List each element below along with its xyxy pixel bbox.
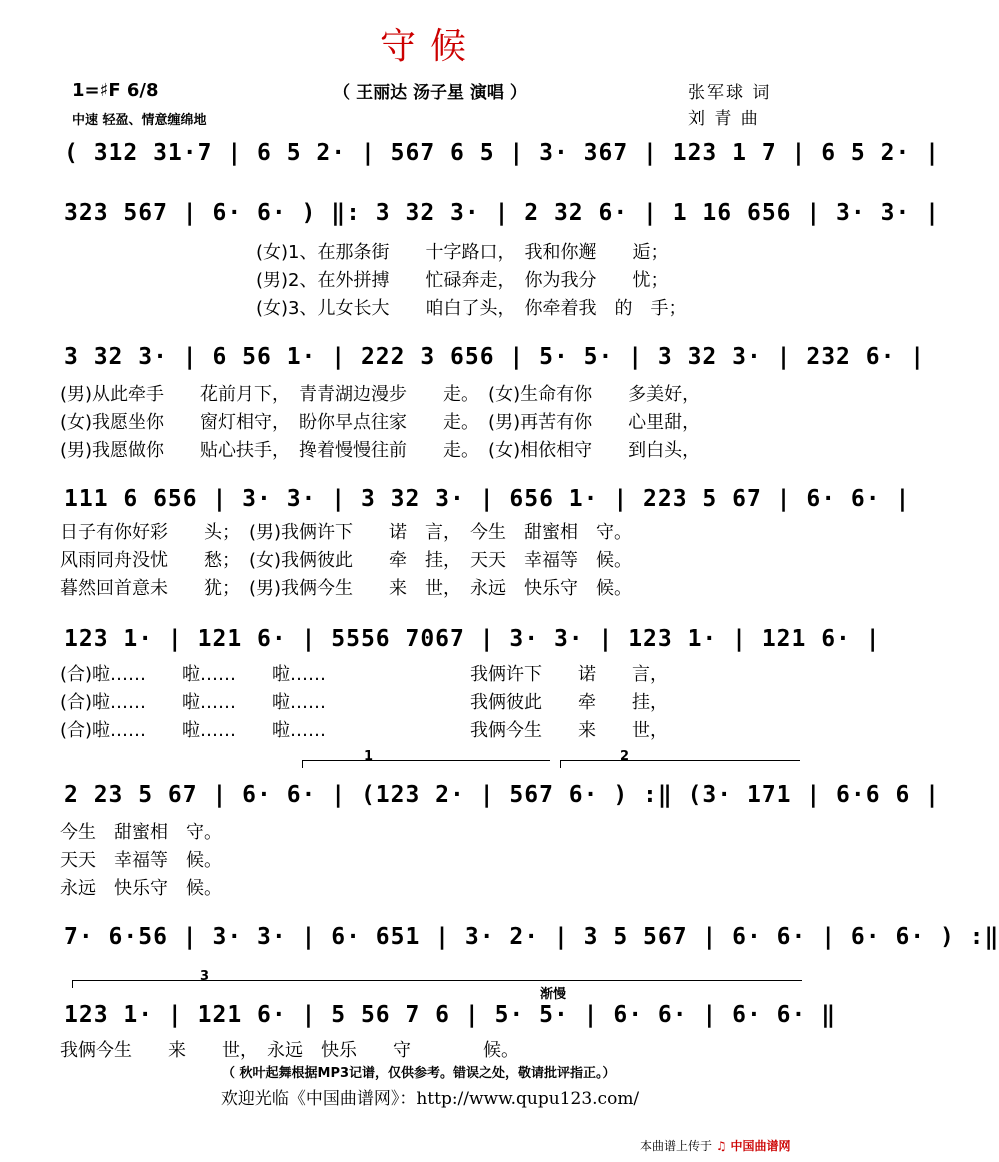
upload-credit — [640, 1137, 790, 1154]
lyric-verse-1: 日子有你好彩 头； (男)我俩许下 诺 言， 今生 甜蜜相 守。 — [60, 522, 633, 543]
song-title: 守候 — [379, 26, 480, 67]
site-footer: 欢迎光临《中国曲谱网》：http://www.qupu123.com/ — [220, 1089, 640, 1109]
volta-1-label: 1 — [364, 749, 374, 764]
volta-2-bracket — [560, 760, 800, 761]
volta-1-tick — [302, 760, 303, 768]
lyric-verse-1: (男)从此牵手 花前月下， 青青湖边漫步 走。 (女)生命有你 多美好， — [60, 384, 701, 405]
lyric-verse-3: 永远 快乐守 候。 — [60, 878, 222, 899]
volta-3-bracket — [72, 980, 802, 981]
notation-system-3: 3 32 3· | 6 56 1· | 222 3 656 | 5· 5· | 3 32 3· | 232 6· | — [64, 344, 926, 370]
volta-3-label: 3 — [200, 969, 210, 984]
lyric-verse-2: 天天 幸福等 候。 — [60, 850, 222, 871]
volta-2-label: 2 — [620, 749, 630, 764]
lyric-verse-2: (女)我愿坐你 窗灯相守， 盼你早点往家 走。 (男)再苦有你 心里甜， — [60, 412, 701, 433]
key-signature: 1=♯F 6/8 — [72, 80, 159, 101]
lyric-verse-3: (男)我愿做你 贴心扶手， 搀着慢慢往前 走。 (女)相依相守 到白头， — [60, 440, 701, 461]
upload-prefix: 本曲谱上传于 — [640, 1139, 713, 1153]
lyric-verse-1: (合)啦…… 啦…… 啦…… 我俩许下 诺 言， — [60, 664, 669, 685]
lyric-final: 我俩今生 来 世， 永远 快乐 守 候。 — [60, 1040, 519, 1061]
lyric-verse-2: (男)2、在外拼搏 忙碌奔走， 你为我分 忧； — [256, 270, 669, 291]
notation-system-2: 323 567 | 6· 6· ) ‖: 3 32 3· | 2 32 6· | 1 16 656 | 3· 3· | — [64, 200, 940, 226]
notation-system-8: 123 1· | 121 6· | 5 56 7 6 | 5· 5· | 6· 6· | 6· 6· ‖ — [64, 1002, 837, 1028]
lyricist-credit: 张军球 词 — [688, 83, 772, 103]
transcriber-note: （ 秋叶起舞根据MP3记谱，仅供参考。错误之处，敬请批评指正。） — [222, 1066, 616, 1081]
volta-2-tick — [560, 760, 561, 768]
upload-brand: 中国曲谱网 — [730, 1139, 791, 1153]
notation-system-1: ( 312 31·7 | 6 5 2· | 567 6 5 | 3· 367 | 123 1 7 | 6 5 2· | — [64, 140, 940, 166]
notation-system-7: 7· 6·56 | 3· 3· | 6· 651 | 3· 2· | 3 5 567 | 6· 6· | 6· 6· ) :‖ — [64, 924, 999, 950]
volta-1-bracket — [302, 760, 550, 761]
lyric-verse-2: 风雨同舟没忧 愁； (女)我俩彼此 牵 挂， 天天 幸福等 候。 — [60, 550, 633, 571]
lyric-verse-3: (合)啦…… 啦…… 啦…… 我俩今生 来 世， — [60, 720, 669, 741]
notation-system-4: 111 6 656 | 3· 3· | 3 32 3· | 656 1· | 223 5 67 | 6· 6· | — [64, 486, 911, 512]
notation-system-5: 123 1· | 121 6· | 5556 7067 | 3· 3· | 123 1· | 121 6· | — [64, 626, 881, 652]
volta-3-tick — [72, 980, 73, 988]
lyric-verse-1: (女)1、在那条街 十字路口， 我和你邂 逅； — [256, 242, 669, 263]
lyric-verse-3: (女)3、儿女长大 咱白了头， 你牵着我 的 手； — [256, 298, 687, 319]
music-note-icon: ♫ — [715, 1139, 727, 1153]
ritardando-mark: 渐慢 — [540, 987, 567, 1002]
singers-line: （ 王丽达 汤子星 演唱 ） — [333, 83, 527, 103]
lyric-verse-3: 暮然回首意未 犹； (男)我俩今生 来 世， 永远 快乐守 候。 — [60, 578, 633, 599]
lyric-verse-1: 今生 甜蜜相 守。 — [60, 822, 222, 843]
lyric-verse-2: (合)啦…… 啦…… 啦…… 我俩彼此 牵 挂， — [60, 692, 669, 713]
tempo-marking: 中速 轻盈、情意缠绵地 — [72, 113, 207, 128]
composer-credit: 刘 青 曲 — [688, 109, 760, 129]
notation-system-6: 2 23 5 67 | 6· 6· | (123 2· | 567 6· ) :‖ (3· 171 | 6·6 6 | — [64, 782, 940, 808]
